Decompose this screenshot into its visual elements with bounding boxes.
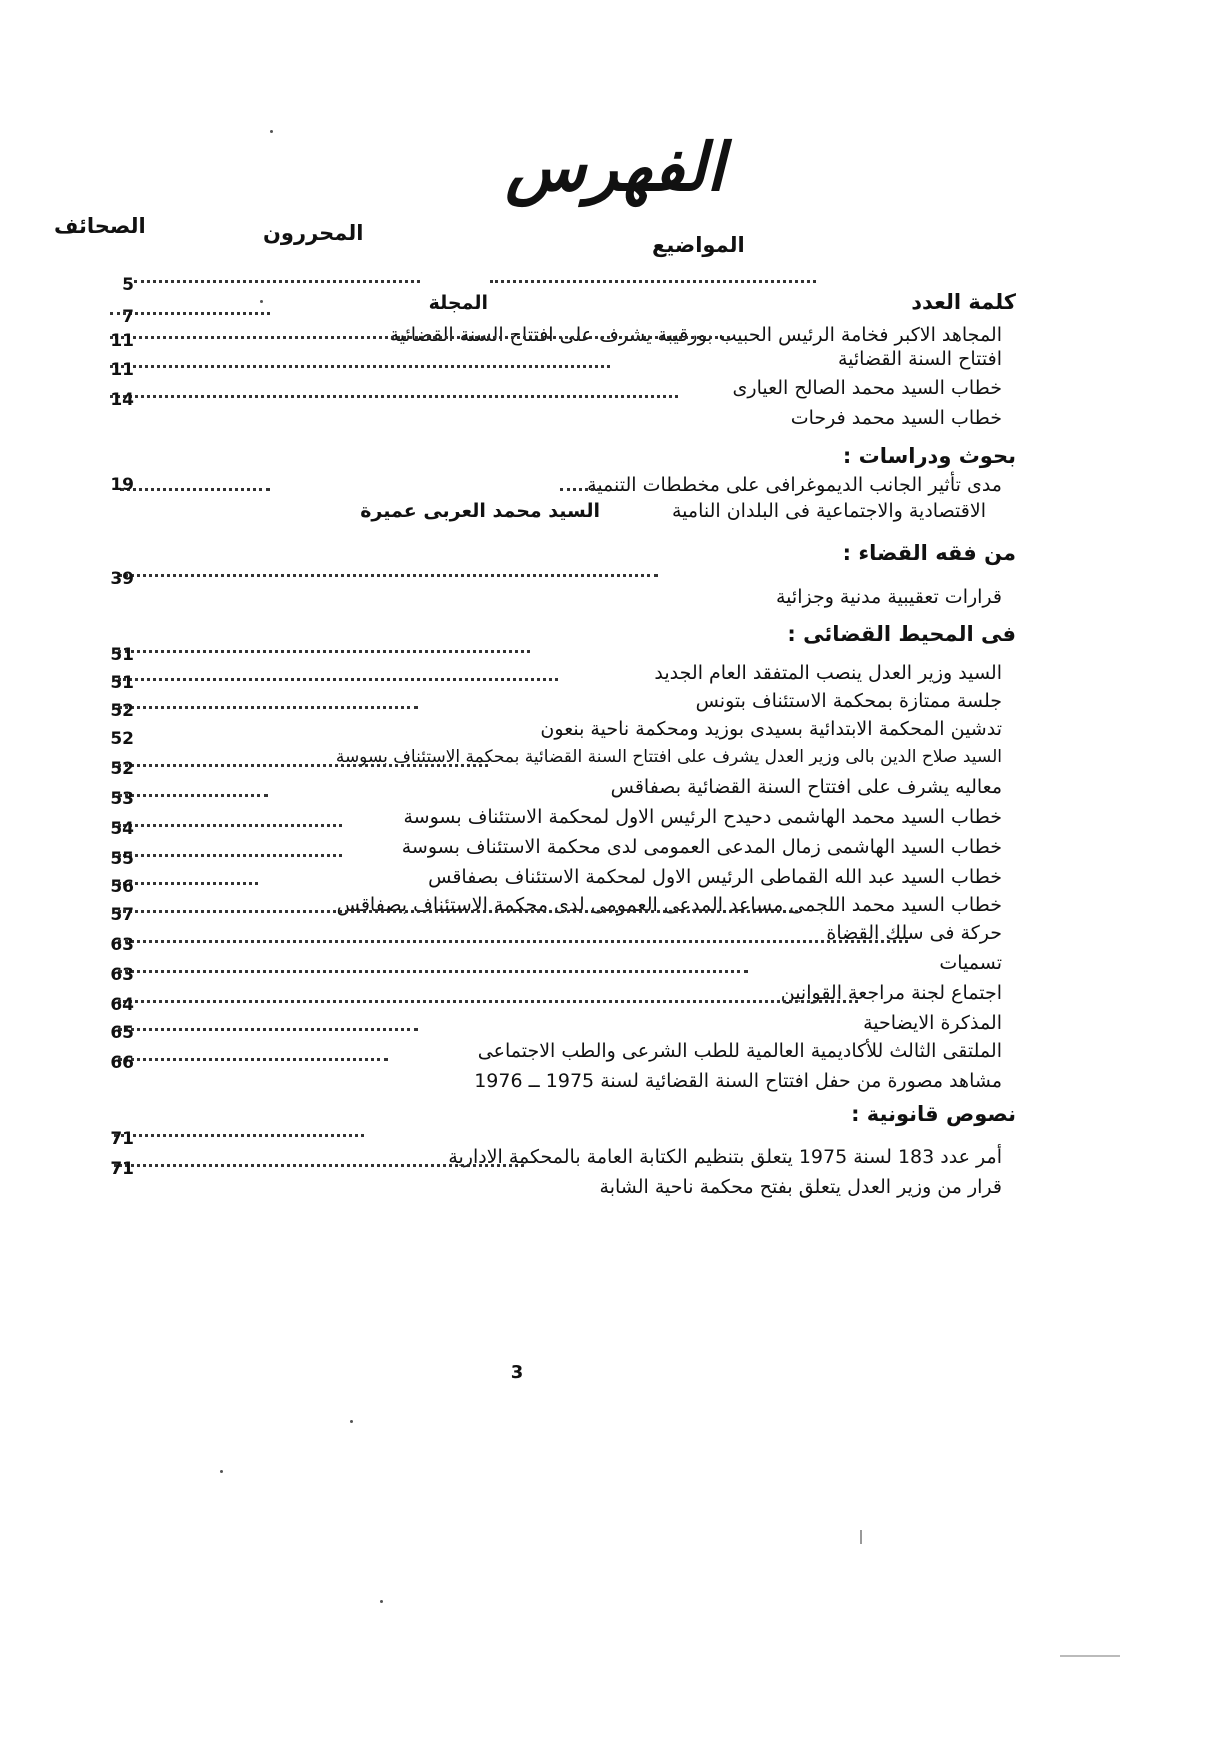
page-ref: 52 <box>110 701 134 721</box>
entry-title: المذكرة الايضاحية <box>863 1012 1002 1034</box>
section-heading-judicial-news: فى المحيط القضائى : <box>787 622 1016 646</box>
section-heading-legal-texts: نصوص قانونية : <box>851 1102 1016 1126</box>
toc-entry <box>0 759 1230 802</box>
entry-title: خطاب السيد محمد الهاشمى دحيدح الرئيس الاول لمحكمة الاستئناف بسوسة <box>403 806 1002 828</box>
page-title: الفهرس <box>505 128 725 206</box>
page-ref: 71 <box>110 1129 134 1149</box>
section-heading-jurisprudence: من فقه القضاء : <box>842 541 1016 565</box>
toc-entry <box>0 360 1230 403</box>
page-ref: 66 <box>110 1053 134 1073</box>
entry-title: خطاب السيد محمد الصالح العيارى <box>732 377 1002 399</box>
entry-title: خطاب السيد الهاشمى زمال المدعى العمومى لدى محكمة الاستئناف بسوسة <box>401 836 1002 858</box>
entry-title: تسميات <box>939 952 1002 974</box>
page-ref: 51 <box>110 645 134 665</box>
page-ref: 52 <box>110 759 134 779</box>
entry-title: جلسة ممتازة بمحكمة الاستئناف بتونس <box>695 690 1002 712</box>
entry-title: معاليه يشرف على افتتاح السنة القضائية بصفاقس <box>610 776 1002 798</box>
entry-title: خطاب السيد عبد الله القماطى الرئيس الاول لمحكمة الاستئناف بصفاقس <box>428 866 1002 888</box>
toc-entry <box>0 819 1230 862</box>
page-ref: 39 <box>110 569 134 589</box>
page-ref: 53 <box>110 789 134 809</box>
entry-title: حركة فى سلك القضاة <box>826 922 1002 944</box>
toc-entry <box>0 789 1230 832</box>
page-ref: 63 <box>110 965 134 985</box>
entry-title: افتتاح السنة القضائية <box>837 348 1002 370</box>
page-ref: 52 <box>110 729 134 749</box>
page-ref: 54 <box>110 819 134 839</box>
entry-title: خطاب السيد محمد فرحات <box>790 407 1002 429</box>
toc-entry <box>0 569 1230 612</box>
toc-entry <box>0 965 1230 1008</box>
section-heading-editorial: كلمة العدد <box>911 290 1016 314</box>
entry-title: الملتقى الثالث للأكاديمية العالمية للطب الشرعى والطب الاجتماعى <box>477 1040 1002 1062</box>
entry-title: أمر عدد 183 لسنة 1975 يتعلق بتنظيم الكتابة العامة بالمحكمة الادارية <box>448 1146 1002 1168</box>
entry-title: السيد صلاح الدين بالى وزير العدل يشرف على افتتاح السنة القضائية بمحكمة الاستئناف بسوسة <box>335 747 1002 767</box>
entry-title: تدشين المحكمة الابتدائية بسيدى بوزيد ومحكمة ناحية بنعون <box>540 718 1002 740</box>
entry-title: خطاب السيد محمد اللجمى مساعد المدعى العمومى لدى محكمة الاستئناف بصفاقس <box>336 894 1002 916</box>
page-ref: 55 <box>110 849 134 869</box>
section-heading-research: بحوث ودراسات : <box>842 444 1016 468</box>
page-ref: 64 <box>110 995 134 1015</box>
author: المجلة <box>428 292 488 314</box>
toc-entry <box>0 1053 1230 1096</box>
page-ref: 19 <box>110 475 134 495</box>
entry-title: قرارات تعقيبية مدنية وجزائية <box>775 586 1002 608</box>
page-ref: 56 <box>110 877 134 897</box>
toc-entry <box>0 1159 1230 1202</box>
page-ref: 7 <box>122 307 134 327</box>
toc-entry <box>0 1129 1230 1172</box>
header-editors: المحررون <box>263 221 364 245</box>
page-ref: 51 <box>110 673 134 693</box>
page-ref: 11 <box>110 331 134 351</box>
header-pages: الصحائف <box>54 214 146 238</box>
page-ref: 5 <box>122 275 134 295</box>
page-ref: 57 <box>110 905 134 925</box>
entry-title: الاقتصادية والاجتماعية فى البلدان النامية <box>672 500 986 522</box>
page-ref: 65 <box>110 1023 134 1043</box>
entry-title: السيد وزير العدل ينصب المتفقد العام الجديد <box>654 662 1002 684</box>
entry-title: قرار من وزير العدل يتعلق بفتح محكمة ناحية الشابة <box>599 1176 1002 1198</box>
toc-entry <box>0 390 1230 433</box>
page-number: 3 <box>510 1362 524 1383</box>
page-ref: 14 <box>110 390 134 410</box>
author: السيد محمد العربى عميرة <box>360 500 600 522</box>
toc-entry <box>0 935 1230 978</box>
entry-title: مدى تأثير الجانب الديموغرافى على مخططات التنمية <box>587 474 1002 496</box>
entry-title: المجاهد الاكبر فخامة الرئيس الحبيب بورقيبة يشرف على افتتاح السنة القضائية <box>389 324 1002 346</box>
page-ref: 71 <box>110 1159 134 1179</box>
entry-title: مشاهد مصورة من حفل افتتاح السنة القضائية لسنة 1975 ــ 1976 <box>474 1070 1002 1092</box>
page-ref: 63 <box>110 935 134 955</box>
page-ref: 11 <box>110 360 134 380</box>
header-topics: المواضيع <box>652 233 745 257</box>
entry-title: اجتماع لجنة مراجعة القوانين <box>780 982 1002 1004</box>
